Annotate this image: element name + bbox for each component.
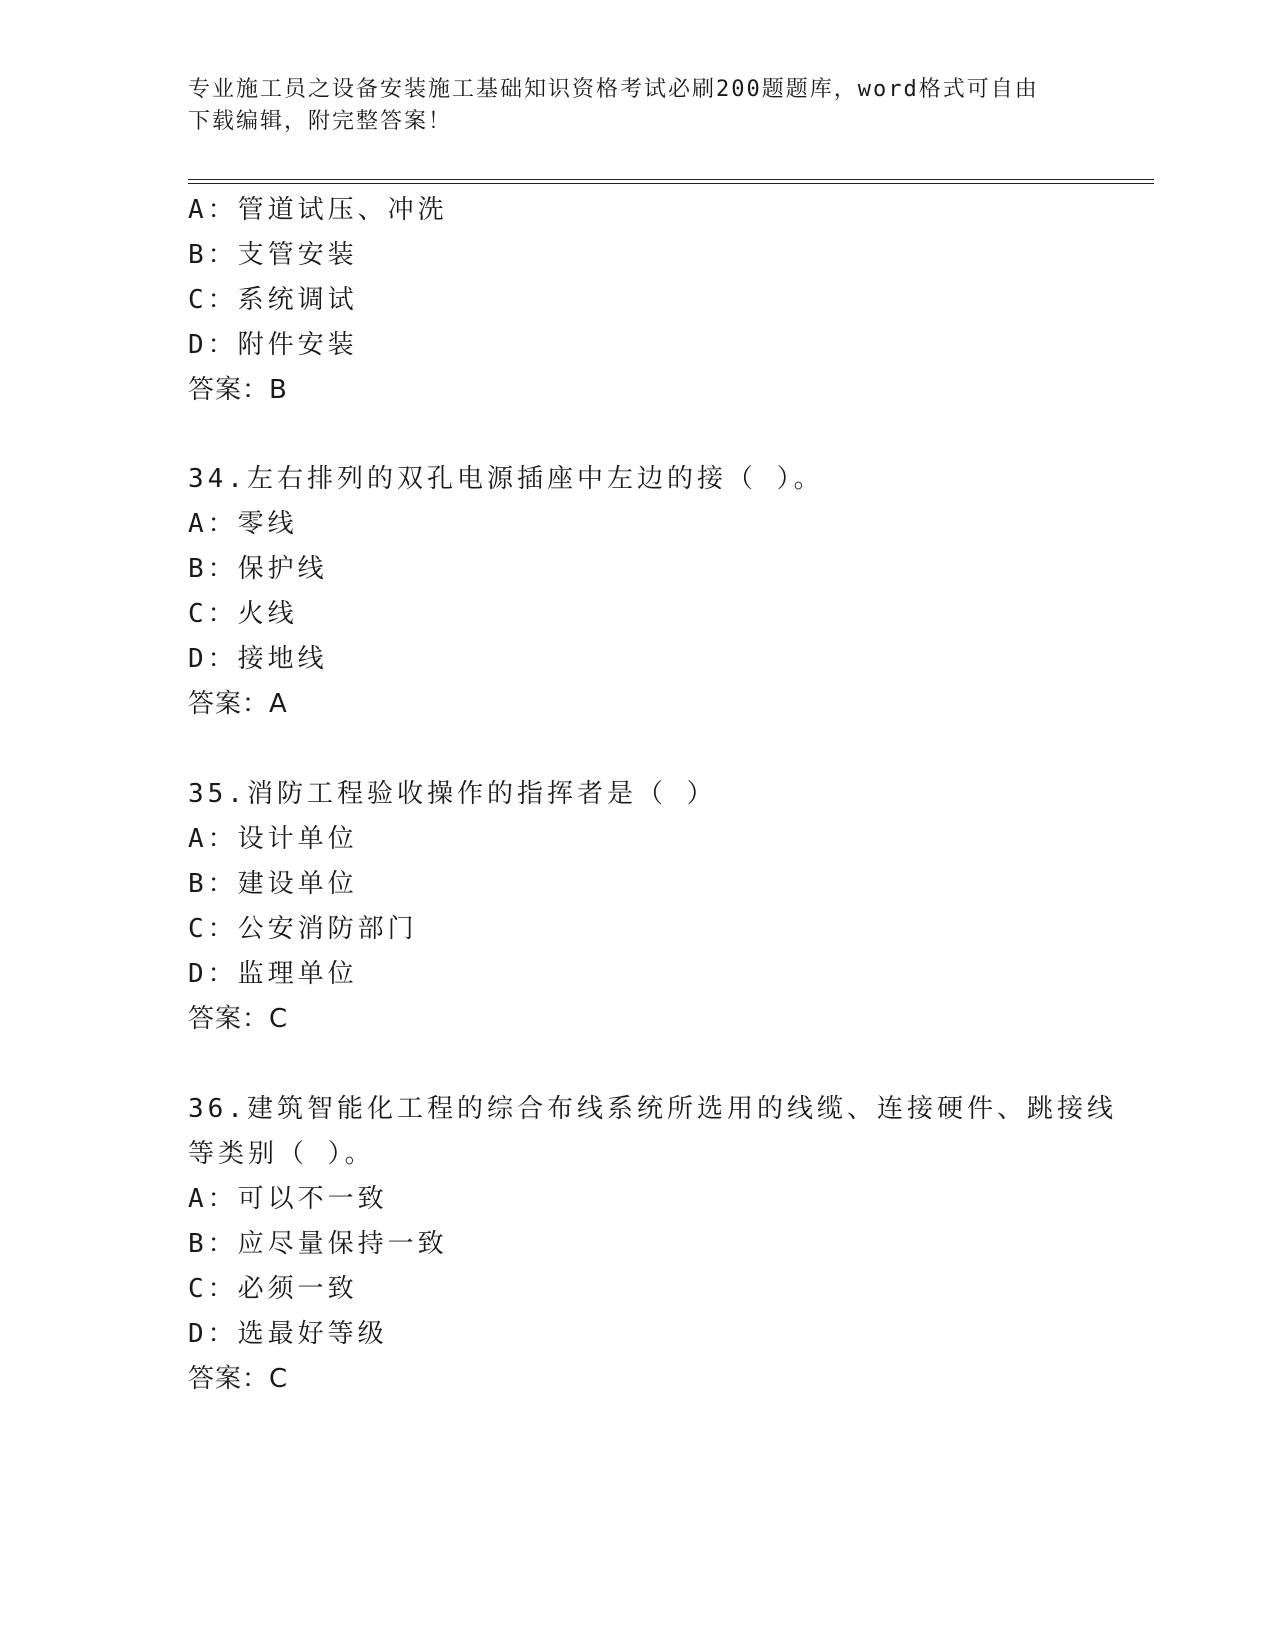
q36-option-a: A：可以不一致 (188, 1184, 388, 1214)
q35-stem: 35.消防工程验收操作的指挥者是（ ） (188, 779, 717, 809)
header-line-2: 下载编辑，附完整答案！ (188, 109, 453, 134)
q33-option-b: B：支管安装 (188, 240, 358, 270)
q34-option-b: B：保护线 (188, 554, 328, 584)
q33-option-d: D：附件安装 (188, 330, 358, 360)
q35-option-a: A：设计单位 (188, 824, 358, 854)
q36-option-c: C：必须一致 (188, 1274, 358, 1304)
header-divider-top (188, 179, 1154, 180)
q33-option-a: A：管道试压、冲洗 (188, 195, 448, 225)
q34-option-a: A：零线 (188, 509, 298, 539)
q34-option-d: D：接地线 (188, 644, 328, 674)
q36-option-d: D：选最好等级 (188, 1319, 388, 1349)
q36-stem-line-2: 等类别（ ）。 (188, 1139, 375, 1169)
q35-option-b: B：建设单位 (188, 869, 358, 899)
q33-option-c: C：系统调试 (188, 285, 358, 315)
q36-option-b: B：应尽量保持一致 (188, 1229, 448, 1259)
q35-option-d: D：监理单位 (188, 959, 358, 989)
q34-option-c: C：火线 (188, 599, 298, 629)
q36-stem-line-1: 36.建筑智能化工程的综合布线系统所选用的线缆、连接硬件、跳接线 (188, 1094, 1117, 1124)
header-line-1: 专业施工员之设备安装施工基础知识资格考试必刷200题题库，word格式可自由 (188, 77, 1039, 102)
header-divider-bottom (188, 183, 1154, 184)
q34-stem: 34.左右排列的双孔电源插座中左边的接（ ）。 (188, 464, 824, 494)
q34-answer: 答案：A (188, 689, 288, 719)
q36-answer: 答案：C (188, 1364, 289, 1394)
document-header (188, 74, 1088, 138)
q33-answer: 答案：B (188, 375, 288, 405)
q35-option-c: C：公安消防部门 (188, 914, 418, 944)
q35-answer: 答案：C (188, 1004, 289, 1034)
